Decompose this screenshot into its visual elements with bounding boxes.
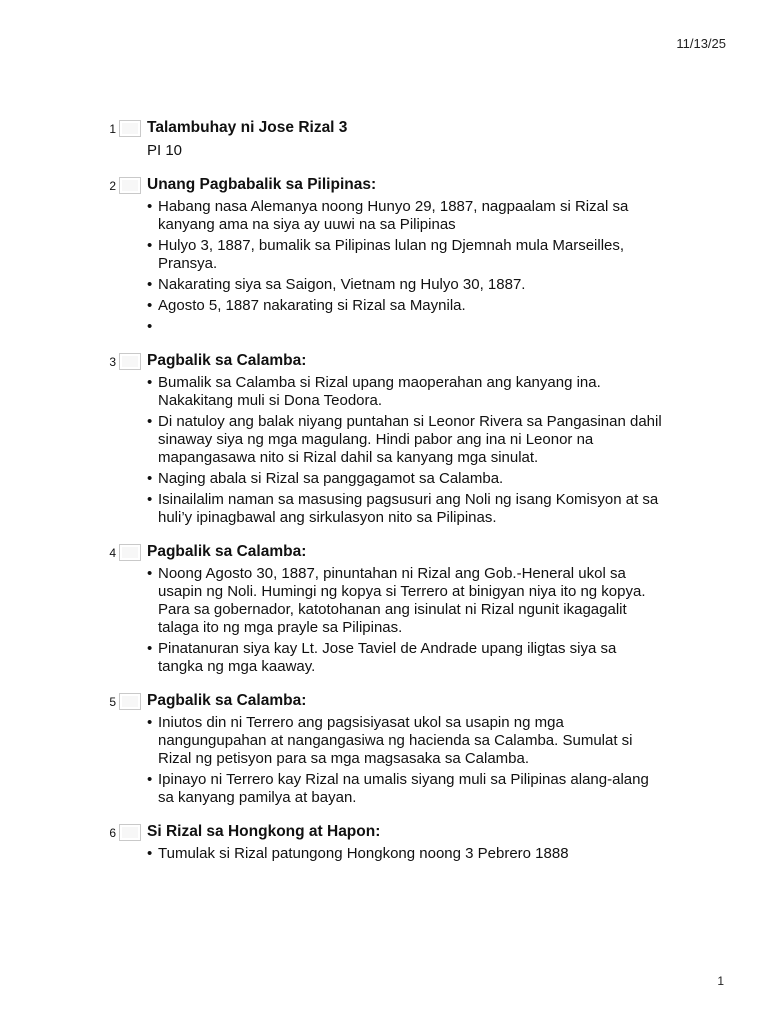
slide-content bbox=[147, 822, 664, 866]
slide-subtitle: PI 10 bbox=[147, 142, 183, 159]
slide-title: Pagbalik sa Calamba: bbox=[147, 692, 307, 709]
slide-title: Talambuhay ni Jose Rizal 3 bbox=[147, 119, 348, 136]
bullet-item: • Naging abala si Rizal sa panggagamot sa Calamba. bbox=[147, 470, 664, 488]
bullet-list bbox=[147, 374, 664, 527]
slide-thumbnail-icon[interactable] bbox=[119, 177, 141, 194]
slide-thumbnail-icon[interactable] bbox=[119, 544, 141, 561]
bullet-item: • Agosto 5, 1887 nakarating si Rizal sa Maynila. bbox=[147, 297, 664, 315]
slide-entry[interactable] bbox=[104, 822, 664, 866]
bullet-item: • Isinailalim naman sa masusing pagsusuri ang Noli ng isang Komisyon at sa huli’y ipinagbawal ang sirkulasyon nito sa Pilipinas. bbox=[147, 491, 664, 527]
bullet-list bbox=[147, 198, 664, 336]
slide-content bbox=[147, 542, 664, 679]
print-date: 11/13/25 bbox=[676, 36, 726, 51]
slide-entry[interactable] bbox=[104, 542, 664, 679]
slide-content bbox=[147, 351, 664, 530]
slide-thumbnail-icon[interactable] bbox=[119, 353, 141, 370]
slide-content bbox=[147, 691, 664, 810]
page-number: 1 bbox=[717, 974, 724, 988]
slide-thumbnail-icon[interactable] bbox=[119, 693, 141, 710]
slide-number: 3 bbox=[109, 355, 116, 369]
slide-number: 2 bbox=[109, 179, 116, 193]
slide-entry[interactable] bbox=[104, 118, 664, 163]
bullet-item: • Nakarating siya sa Saigon, Vietnam ng Hulyo 30, 1887. bbox=[147, 276, 664, 294]
slide-thumbnail-icon[interactable] bbox=[119, 824, 141, 841]
slide-number: 4 bbox=[109, 546, 116, 560]
bullet-list bbox=[147, 845, 664, 863]
slide-title: Si Rizal sa Hongkong at Hapon: bbox=[147, 823, 381, 840]
bullet-list bbox=[147, 565, 664, 676]
bullet-item: • Bumalik sa Calamba si Rizal upang maoperahan ang kanyang ina. Nakakitang muli si Dona Teodora. bbox=[147, 374, 664, 410]
slide-thumbnail-icon[interactable] bbox=[119, 120, 141, 137]
bullet-item: • Iniutos din ni Terrero ang pagsisiyasat ukol sa usapin ng mga nangungupahan at nangangasiwa ng hacienda sa Calamba. Sumulat si Rizal ng petisyon para sa mga magsasaka sa Calamba. bbox=[147, 714, 664, 768]
slide-entry[interactable] bbox=[104, 691, 664, 810]
slide-content bbox=[147, 175, 664, 339]
slide-number: 6 bbox=[109, 826, 116, 840]
bullet-item: • Ipinayo ni Terrero kay Rizal na umalis siyang muli sa Pilipinas alang-alang sa kanyang pamilya at bayan. bbox=[147, 771, 664, 807]
bullet-item-empty bbox=[147, 318, 664, 336]
bullet-item: • Habang nasa Alemanya noong Hunyo 29, 1887, nagpaalam si Rizal sa kanyang ama na siya ay uuwi na sa Pilipinas bbox=[147, 198, 664, 234]
bullet-item: • Tumulak si Rizal patungong Hongkong noong 3 Pebrero 1888 bbox=[147, 845, 664, 863]
bullet-item: • Noong Agosto 30, 1887, pinuntahan ni Rizal ang Gob.-Heneral ukol sa usapin ng Noli. Humingi ng kopya si Terrero at binigyan niya ito ng kopya. Para sa gobernador, katotohanan ang isinulat ni Rizal ngunit ikagagalit talaga ito ng mga prayle sa Pilipinas. bbox=[147, 565, 664, 637]
slide-entry[interactable] bbox=[104, 175, 664, 339]
bullet-item: • Hulyo 3, 1887, bumalik sa Pilipinas lulan ng Djemnah mula Marseilles, Pransya. bbox=[147, 237, 664, 273]
bullet-item: • Di natuloy ang balak niyang puntahan si Leonor Rivera sa Pangasinan dahil sinaway siya ng mga magulang. Hindi pabor ang ina ni Leonor na mapangasawa nito si Rizal dahil sa kanyang mga sinulat. bbox=[147, 413, 664, 467]
slide-outline-list bbox=[104, 118, 664, 878]
bullet-list bbox=[147, 714, 664, 807]
slide-content bbox=[147, 118, 664, 163]
slide-number: 5 bbox=[109, 695, 116, 709]
slide-title: Pagbalik sa Calamba: bbox=[147, 543, 307, 560]
slide-number: 1 bbox=[109, 122, 116, 136]
slide-title: Unang Pagbabalik sa Pilipinas: bbox=[147, 176, 377, 193]
slide-title: Pagbalik sa Calamba: bbox=[147, 352, 307, 369]
bullet-item: • Pinatanuran siya kay Lt. Jose Taviel de Andrade upang iligtas siya sa tangka ng mga kaaway. bbox=[147, 640, 664, 676]
slide-entry[interactable] bbox=[104, 351, 664, 530]
